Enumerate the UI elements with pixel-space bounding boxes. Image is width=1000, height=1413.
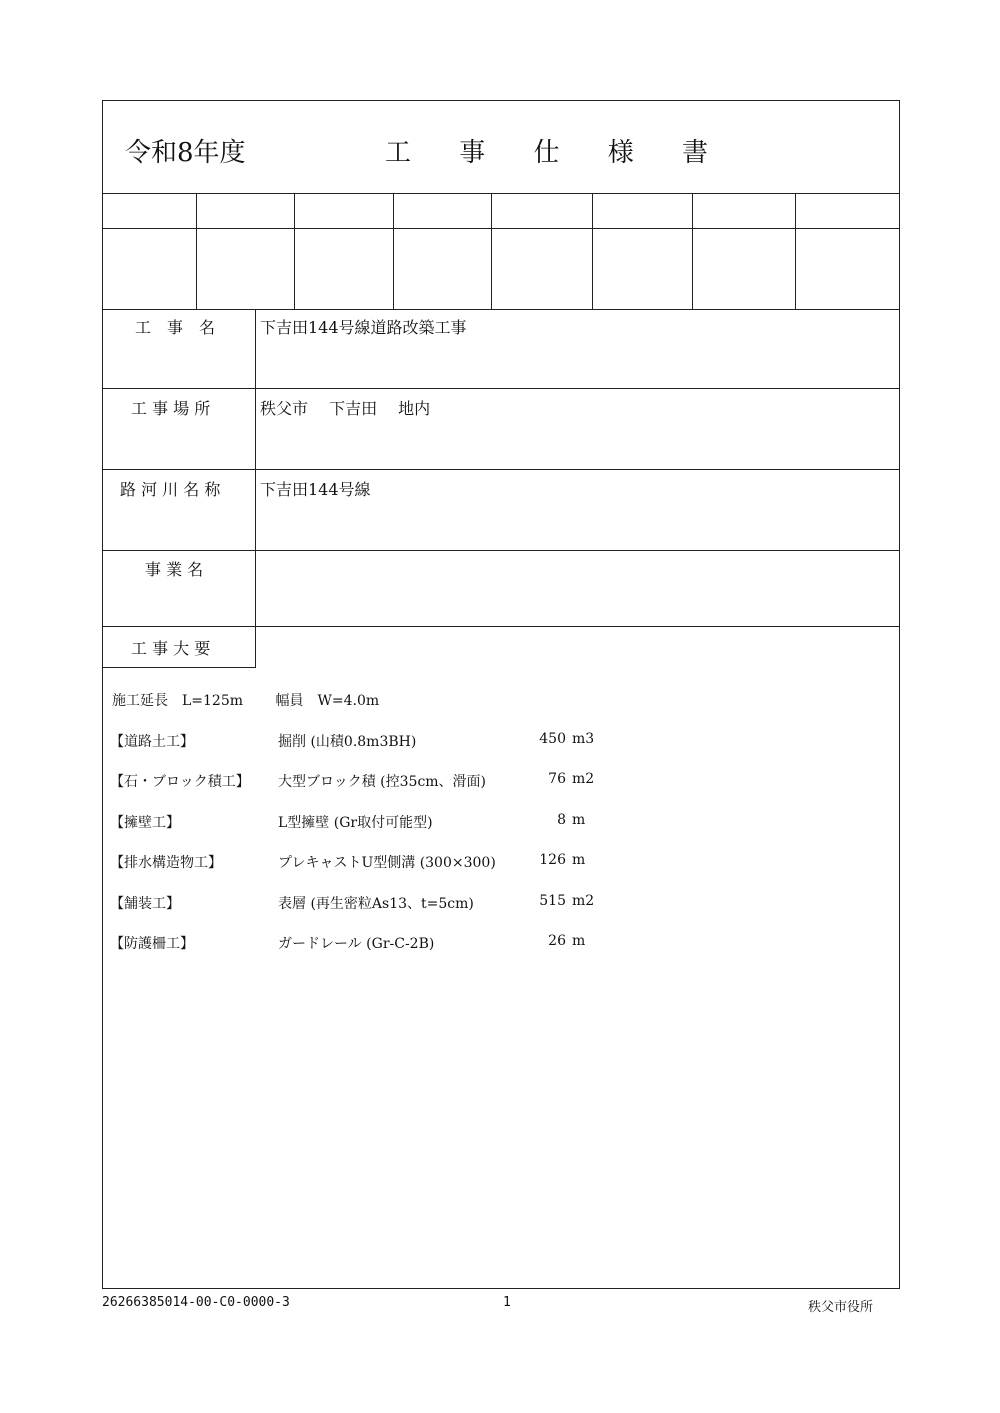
row-divider [102, 469, 900, 470]
item-quantity: 76 [548, 771, 566, 787]
item-quantity: 515 [539, 893, 566, 909]
item-category: 【排水構造物工】 [110, 855, 222, 871]
grid-line [294, 193, 295, 309]
field-label-project-name: 事 業 名 [145, 560, 204, 579]
grid-line [491, 193, 492, 309]
item-description: 大型ブロック積 (控35cm、滑面) [278, 774, 487, 790]
item-unit: m [572, 933, 586, 949]
grid-line [795, 193, 796, 309]
item-category: 【道路土工】 [110, 734, 194, 750]
grid-line [102, 309, 900, 310]
field-label-construction-site: 工 事 場 所 [131, 399, 211, 418]
grid-line [692, 193, 693, 309]
item-unit: m [572, 812, 586, 828]
grid-line [102, 193, 900, 194]
field-value-construction-name: 下吉田144号線道路改築工事 [260, 318, 467, 337]
item-category: 【舗装工】 [110, 896, 180, 912]
item-description: 表層 (再生密粒As13、t=5cm) [278, 896, 474, 912]
item-description: ガードレール (Gr-C-2B) [278, 936, 435, 952]
label-column-divider [255, 309, 256, 667]
grid-line [393, 193, 394, 309]
page-number: 1 [503, 1295, 511, 1310]
fiscal-year: 令和8年度 [125, 138, 246, 168]
item-category: 【擁壁工】 [110, 815, 180, 831]
item-category: 【石・ブロック積工】 [110, 774, 250, 790]
field-label-road-river-name: 路 河 川 名 称 [120, 480, 221, 499]
item-quantity: 26 [548, 933, 566, 949]
item-quantity: 126 [539, 852, 566, 868]
row-divider [102, 626, 900, 627]
row-divider [102, 388, 900, 389]
document-title: 工 事 仕 様 書 [385, 138, 729, 168]
row-divider [102, 667, 256, 668]
field-value-construction-site: 秩父市 下吉田 地内 [260, 399, 431, 418]
item-unit: m [572, 852, 586, 868]
item-quantity: 8 [557, 812, 566, 828]
item-description: L型擁壁 (Gr取付可能型) [278, 815, 433, 831]
field-label-construction-name: 工 事 名 [135, 318, 216, 337]
item-unit: m3 [572, 731, 595, 747]
field-label-construction-summary: 工 事 大 要 [131, 639, 211, 658]
summary-overview: 施工延長 L=125m 幅員 W=4.0m [112, 693, 380, 709]
item-category: 【防護柵工】 [110, 936, 194, 952]
grid-line [592, 193, 593, 309]
row-divider [102, 550, 900, 551]
item-unit: m2 [572, 771, 595, 787]
field-value-road-river-name: 下吉田144号線 [260, 480, 371, 499]
item-unit: m2 [572, 893, 595, 909]
grid-line [102, 228, 900, 229]
item-description: 掘削 (山積0.8m3BH) [278, 734, 417, 750]
item-quantity: 450 [539, 731, 566, 747]
issuing-office: 秩父市役所 [808, 1300, 874, 1315]
grid-line [196, 193, 197, 309]
item-description: プレキャストU型側溝 (300×300) [278, 855, 496, 871]
document-number: 26266385014-00-C0-0000-3 [102, 1295, 290, 1310]
